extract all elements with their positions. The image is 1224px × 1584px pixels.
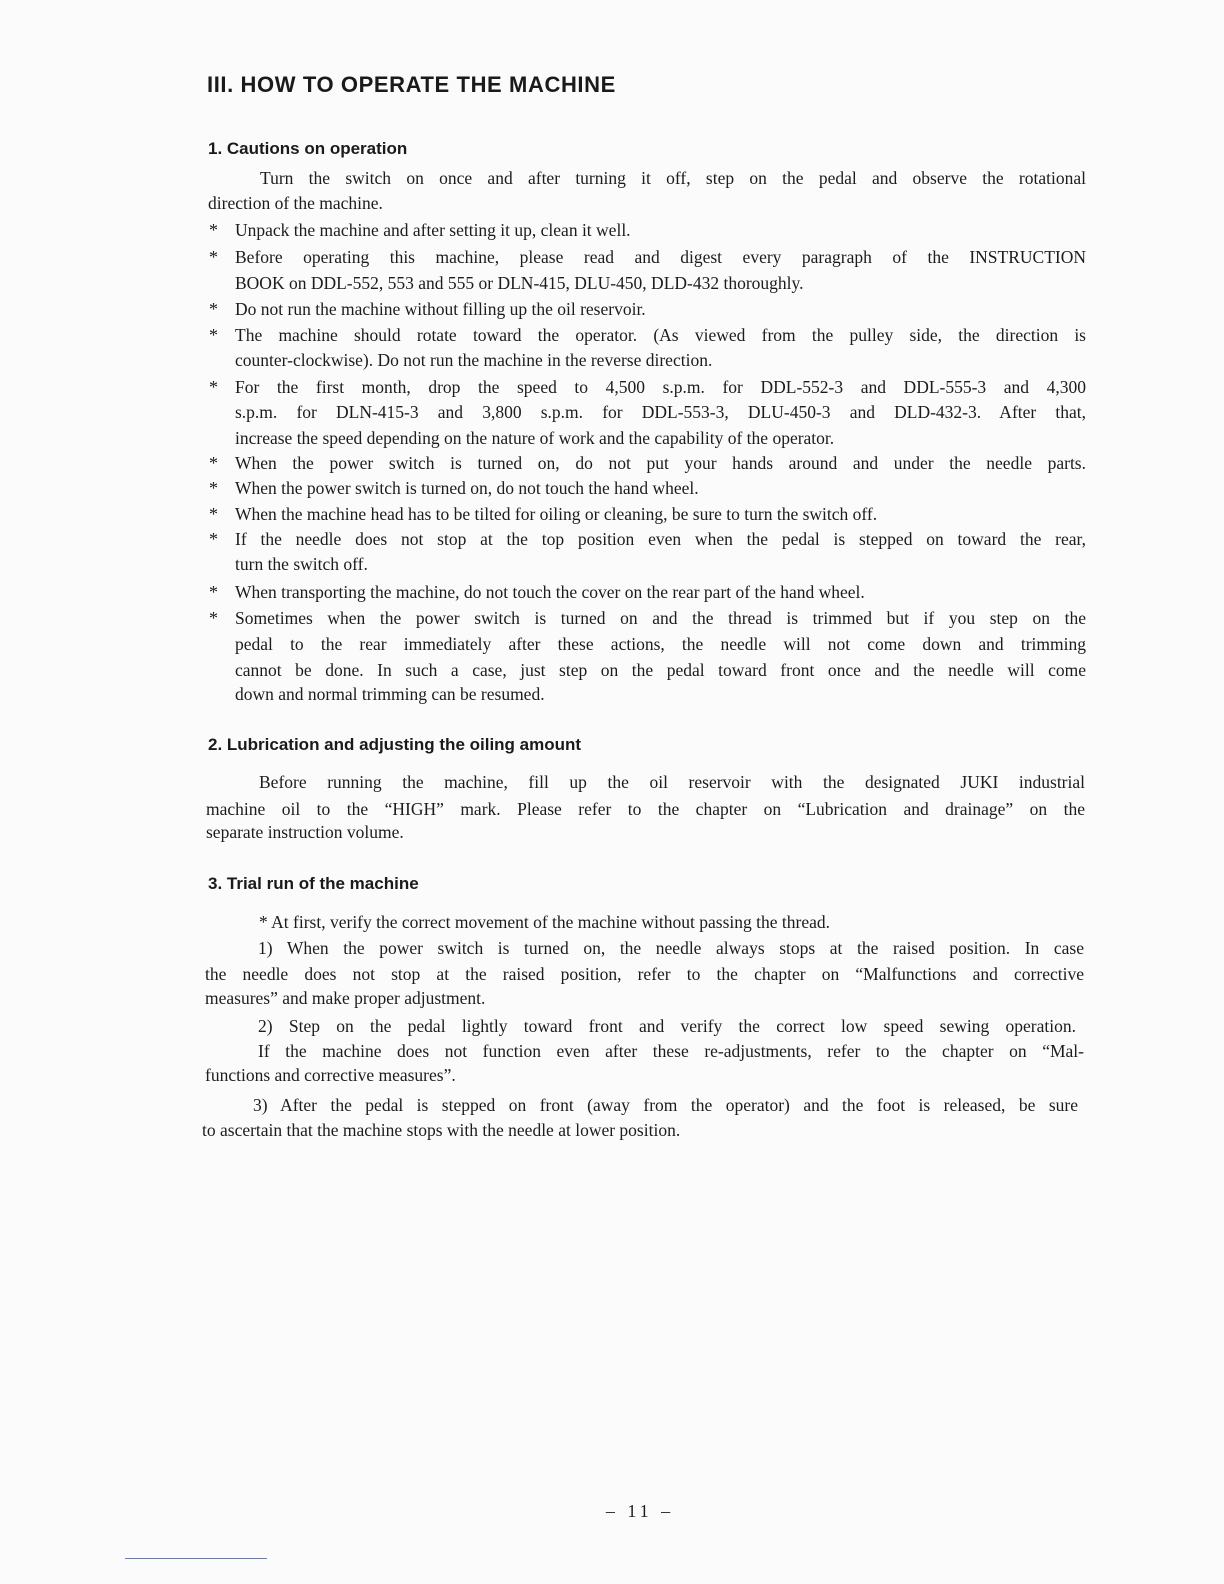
bullet-line: The machine should rotate toward the operator. (As viewed from the pulley side, the direction is — [235, 325, 1086, 345]
bullet-line: Before operating this machine, please read and digest every paragraph of the INSTRUCTION — [235, 247, 1086, 267]
bullet-line: Sometimes when the power switch is turned on and the thread is trimmed but if you step on the — [235, 608, 1086, 628]
paragraph-line: If the machine does not function even after these re-adjustments, refer to the chapter on “Mal- — [258, 1041, 1084, 1061]
bullet-marker: * — [209, 325, 218, 345]
bullet-marker: * — [209, 582, 218, 602]
paragraph-line: Before running the machine, fill up the oil reservoir with the designated JUKI industrial — [259, 772, 1085, 792]
paragraph-line: to ascertain that the machine stops with the needle at lower position. — [202, 1120, 681, 1140]
footer-rule — [125, 1558, 267, 1559]
bullet-line: Do not run the machine without filling up the oil reservoir. — [235, 299, 646, 319]
bullet-line: When the power switch is turned on, do not put your hands around and under the needle parts. — [235, 453, 1086, 473]
paragraph-line: 3) After the pedal is stepped on front (away from the operator) and the foot is released, be sure — [253, 1095, 1078, 1115]
bullet-line: Unpack the machine and after setting it up, clean it well. — [235, 220, 631, 240]
bullet-line: When the power switch is turned on, do not touch the hand wheel. — [235, 478, 699, 498]
section-heading-lubrication: 2. Lubrication and adjusting the oiling amount — [208, 735, 582, 754]
paragraph-line: * At first, verify the correct movement of the machine without passing the thread. — [259, 912, 831, 932]
bullet-marker: * — [209, 504, 218, 524]
section-heading-cautions: 1. Cautions on operation — [208, 139, 408, 158]
bullet-marker: * — [209, 608, 218, 628]
bullet-line: increase the speed depending on the nature of work and the capability of the operator. — [235, 428, 835, 448]
intro-line: Turn the switch on once and after turning it off, step on the pedal and observe the rotational — [260, 168, 1086, 188]
bullet-line: s.p.m. for DLN-415-3 and 3,800 s.p.m. for DDL-553-3, DLU-450-3 and DLD-432-3. After that, — [235, 402, 1086, 422]
paragraph-line: 2) Step on the pedal lightly toward front and verify the correct low speed sewing operation. — [258, 1016, 1076, 1036]
paragraph-line: the needle does not stop at the raised position, refer to the chapter on “Malfunctions and corrective — [205, 964, 1084, 984]
bullet-marker: * — [209, 299, 218, 319]
paragraph-line: functions and corrective measures”. — [205, 1065, 456, 1085]
paragraph-line: separate instruction volume. — [206, 822, 404, 842]
paragraph-line: 1) When the power switch is turned on, the needle always stops at the raised position. In case — [258, 938, 1084, 958]
bullet-line: When the machine head has to be tilted for oiling or cleaning, be sure to turn the switch off. — [235, 504, 878, 524]
bullet-marker: * — [209, 220, 218, 240]
bullet-line: For the first month, drop the speed to 4,500 s.p.m. for DDL-552-3 and DDL-555-3 and 4,300 — [235, 377, 1086, 397]
bullet-line: BOOK on DDL-552, 553 and 555 or DLN-415, DLU-450, DLD-432 thoroughly. — [235, 273, 804, 293]
intro-line: direction of the machine. — [208, 193, 383, 213]
bullet-marker: * — [209, 377, 218, 397]
paragraph-line: measures” and make proper adjustment. — [205, 988, 486, 1008]
chapter-title: III. HOW TO OPERATE THE MACHINE — [207, 72, 616, 97]
bullet-line: down and normal trimming can be resumed. — [235, 684, 545, 704]
bullet-line: If the needle does not stop at the top position even when the pedal is stepped on toward the rear, — [235, 529, 1086, 549]
bullet-line: counter-clockwise). Do not run the machine in the reverse direction. — [235, 350, 713, 370]
bullet-line: pedal to the rear immediately after these actions, the needle will not come down and trimming — [235, 634, 1086, 654]
bullet-marker: * — [209, 247, 218, 267]
bullet-marker: * — [209, 453, 218, 473]
bullet-line: When transporting the machine, do not touch the cover on the rear part of the hand wheel. — [235, 582, 865, 602]
bullet-line: cannot be done. In such a case, just step on the pedal toward front once and the needle will come — [235, 660, 1086, 680]
section-heading-trial-run: 3. Trial run of the machine — [208, 874, 419, 893]
paragraph-line: machine oil to the “HIGH” mark. Please refer to the chapter on “Lubrication and drainage” on the — [206, 799, 1085, 819]
bullet-marker: * — [209, 478, 218, 498]
bullet-marker: * — [209, 529, 218, 549]
bullet-line: turn the switch off. — [235, 554, 368, 574]
page-number: – 11 – — [605, 1501, 675, 1521]
